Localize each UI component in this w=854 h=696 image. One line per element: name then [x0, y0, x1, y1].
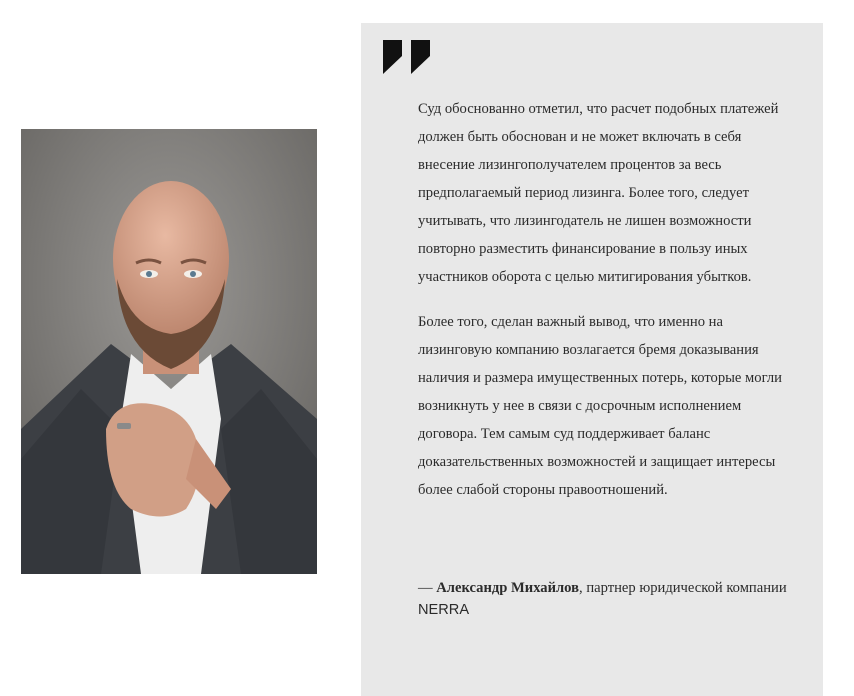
- quote-paragraph: Более того, сделан важный вывод, что именно на лизинговую компанию возлагается бремя доказывания наличия и размера имущественных потерь, которые могли возникнуть у нее в связи с досрочным исполнением договора. Тем самым суд поддерживает баланс доказательственных возможностей и защищает интересы более слабой стороны правоотношений.: [418, 314, 782, 498]
- quote-attribution: [418, 577, 788, 621]
- company-name: NERRA: [418, 602, 470, 618]
- quote-paragraph: Суд обоснованно отметил, что расчет подобных платежей должен быть обоснован и не может включать в себя внесение лизингополучателем процентов за весь предполагаемый период лизинга. Более того, следует учитывать, что лизингодатель не лишен возможности повторно разместить финансирование в пользу иных участников оборота с целью митигирования убытков.: [418, 101, 779, 285]
- quote-box: [361, 23, 823, 696]
- attribution-dash: —: [418, 580, 437, 596]
- author-photo: [21, 129, 317, 574]
- author-name: Александр Михайлов: [436, 580, 580, 596]
- quote-text: [418, 95, 788, 521]
- author-role: , партнер юридической компании: [579, 580, 787, 596]
- quote-mark-icon: [383, 40, 431, 76]
- author-portrait-illustration: [21, 129, 317, 574]
